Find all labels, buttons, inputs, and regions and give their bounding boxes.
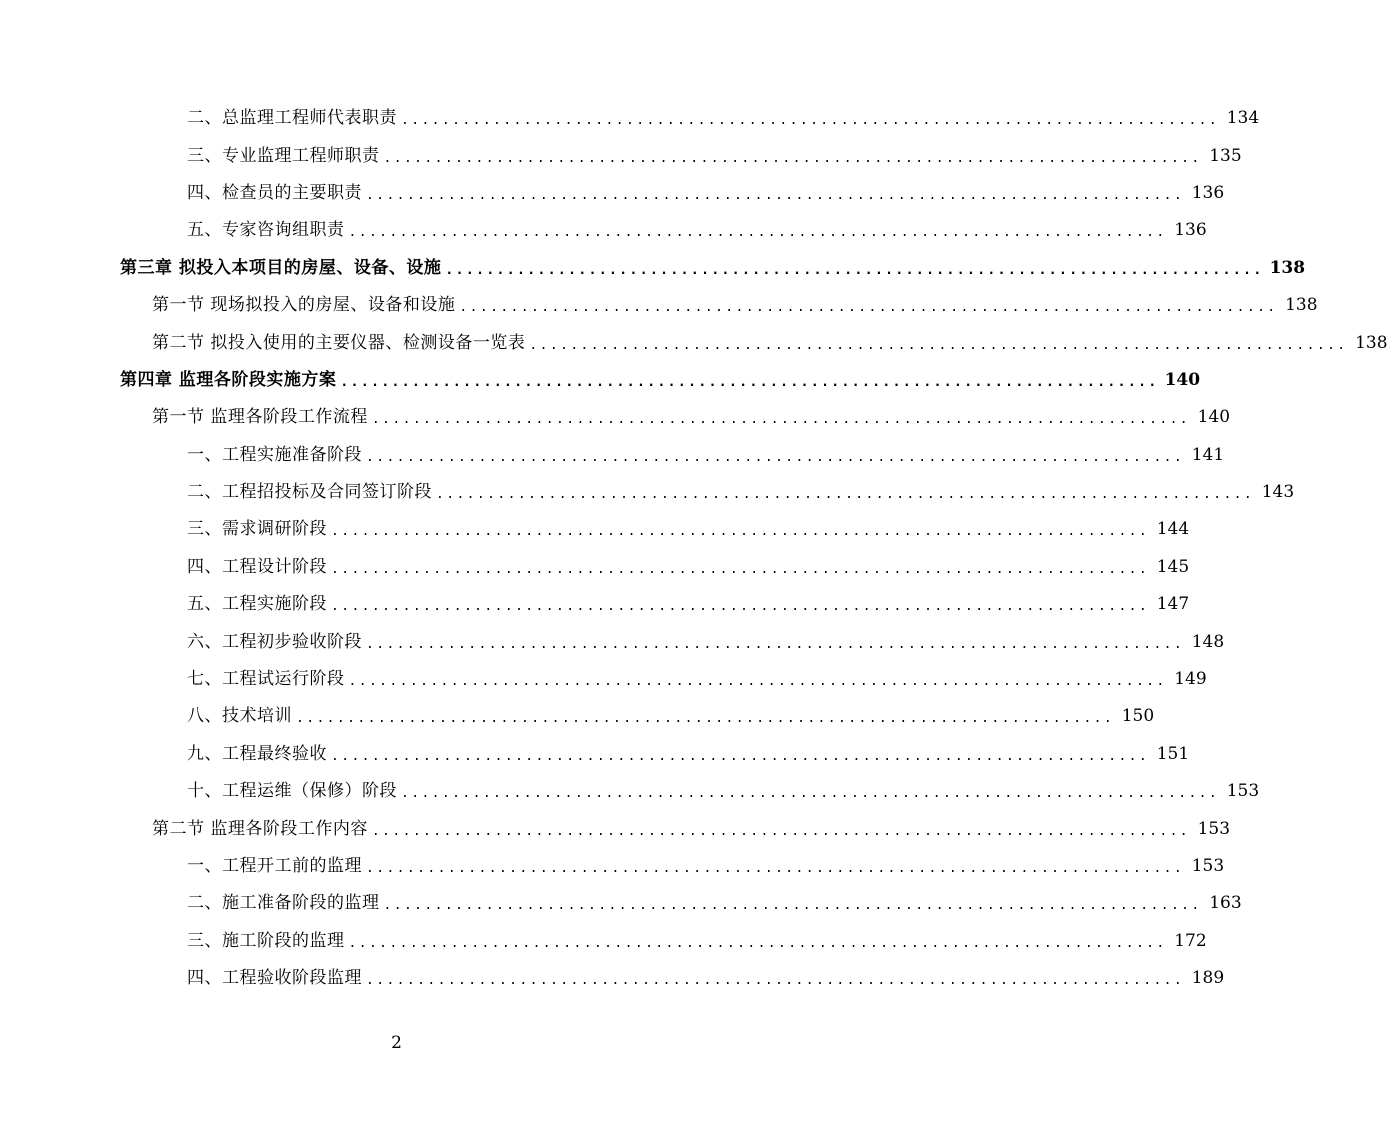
toc-entry-title: 一、工程开工前的监理	[187, 856, 362, 876]
toc-entry-page: 189	[1191, 968, 1225, 989]
toc-entry-title: 第四章 监理各阶段实施方案	[120, 369, 337, 390]
toc-entry-page: 138	[1355, 332, 1388, 353]
dot-leader: ................................................................................	[366, 973, 1185, 989]
toc-entry-page: 144	[1156, 519, 1190, 540]
toc-entry-item[interactable]	[0, 100, 1260, 137]
toc-entry-page: 134	[1226, 108, 1260, 129]
toc-entry-page: 135	[1209, 145, 1242, 166]
toc-entry-title: 十、工程运维（保修）阶段	[187, 781, 397, 802]
toc-entry-section[interactable]	[0, 810, 1231, 847]
toc-entry-item[interactable]	[0, 474, 1295, 511]
toc-entry-page: 151	[1156, 743, 1190, 764]
toc-entry-page: 172	[1174, 930, 1207, 951]
dot-leader: ................................................................................	[331, 748, 1150, 764]
toc-entry-page: 136	[1191, 182, 1225, 203]
toc-entry-chapter[interactable]	[0, 362, 1201, 399]
dot-leader: ................................................................................	[340, 374, 1159, 390]
dot-leader: ................................................................................	[459, 300, 1278, 316]
toc-entry-page: 153	[1191, 856, 1225, 876]
page-number: 2	[391, 1033, 402, 1053]
dot-leader: ................................................................................	[383, 150, 1202, 166]
dot-leader: ................................................................................	[348, 225, 1167, 241]
toc-entry-title: 四、工程设计阶段	[187, 556, 327, 577]
toc-entry-title: 一、工程实施准备阶段	[187, 444, 362, 465]
toc-entry-page: 147	[1156, 594, 1190, 615]
toc-entry-title: 七、工程试运行阶段	[187, 669, 345, 690]
toc-entry-title: 五、专家咨询组职责	[187, 220, 345, 241]
toc-entry-page: 143	[1261, 482, 1295, 503]
dot-leader: ................................................................................	[331, 561, 1150, 577]
toc-entry-item[interactable]	[0, 437, 1225, 474]
toc-entry-page: 141	[1191, 444, 1225, 465]
toc-entry-section[interactable]	[0, 324, 1388, 361]
toc-entry-title: 三、专业监理工程师职责	[187, 145, 380, 166]
toc-entry-title: 第三章 拟投入本项目的房屋、设备、设施	[120, 257, 442, 278]
toc-entry-item[interactable]	[0, 773, 1260, 810]
toc-entry-page: 140	[1197, 407, 1231, 428]
toc-entry-item[interactable]	[0, 698, 1155, 735]
dot-leader: ................................................................................	[366, 187, 1185, 203]
toc-entry-title: 九、工程最终验收	[187, 743, 327, 764]
dot-leader: ................................................................................	[366, 449, 1185, 465]
dot-leader: ................................................................................	[331, 599, 1150, 615]
toc-entry-page: 145	[1156, 556, 1190, 577]
toc-entry-item[interactable]	[0, 137, 1242, 174]
toc-entry-title: 第一节 监理各阶段工作流程	[152, 407, 368, 428]
toc-entry-item[interactable]	[0, 661, 1207, 698]
dot-leader: ................................................................................	[445, 262, 1264, 278]
dot-leader: ................................................................................	[401, 113, 1220, 129]
toc-entry-title: 第二节 监理各阶段工作内容	[152, 818, 368, 839]
dot-leader: ................................................................................	[366, 861, 1185, 876]
toc-entry-section[interactable]	[0, 399, 1231, 436]
toc-entry-title: 二、施工准备阶段的监理	[187, 893, 380, 914]
dot-leader: ................................................................................	[371, 412, 1191, 428]
toc-entry-page: 138	[1269, 257, 1306, 278]
toc-entry-page: 153	[1226, 781, 1260, 802]
toc-entry-title: 六、工程初步验收阶段	[187, 631, 362, 652]
toc-entry-item[interactable]	[0, 511, 1190, 548]
toc-entry-title: 第二节 拟投入使用的主要仪器、检测设备一览表	[152, 332, 526, 353]
toc-entry-page: 136	[1174, 220, 1207, 241]
toc-entry-page: 138	[1285, 295, 1318, 316]
dot-leader: ................................................................................	[371, 823, 1191, 839]
toc-entry-page: 150	[1121, 706, 1155, 727]
toc-entry-page: 140	[1164, 369, 1201, 390]
toc-entry-item[interactable]	[0, 848, 1225, 885]
toc-entry-item[interactable]	[0, 960, 1225, 997]
toc-entry-title: 三、需求调研阶段	[187, 519, 327, 540]
toc-entry-item[interactable]	[0, 623, 1225, 660]
dot-leader: ................................................................................	[529, 337, 1348, 353]
toc-entry-page: 153	[1197, 818, 1231, 839]
toc-entry-item[interactable]	[0, 175, 1225, 212]
toc-entry-title: 四、检查员的主要职责	[187, 182, 362, 203]
toc-entry-title: 四、工程验收阶段监理	[187, 968, 362, 989]
dot-leader: ................................................................................	[366, 636, 1185, 652]
table-of-contents	[0, 100, 1388, 997]
toc-entry-title: 三、施工阶段的监理	[187, 930, 345, 951]
toc-entry-title: 二、工程招投标及合同签订阶段	[187, 482, 432, 503]
toc-entry-section[interactable]	[0, 287, 1318, 324]
toc-entry-item[interactable]	[0, 923, 1207, 960]
toc-entry-item[interactable]	[0, 586, 1190, 623]
toc-entry-page: 163	[1209, 893, 1242, 914]
dot-leader: ................................................................................	[348, 935, 1167, 951]
dot-leader: ................................................................................	[348, 674, 1167, 690]
toc-entry-title: 八、技术培训	[187, 706, 292, 727]
toc-entry-title: 第一节 现场拟投入的房屋、设备和设施	[152, 295, 456, 316]
toc-entry-title: 二、总监理工程师代表职责	[187, 108, 397, 129]
toc-entry-item[interactable]	[0, 736, 1190, 773]
dot-leader: ................................................................................	[436, 487, 1255, 503]
dot-leader: ................................................................................	[331, 524, 1150, 540]
toc-entry-page: 149	[1174, 669, 1207, 690]
toc-entry-item[interactable]	[0, 549, 1190, 586]
toc-entry-item[interactable]	[0, 212, 1207, 249]
dot-leader: ................................................................................	[296, 711, 1115, 727]
toc-entry-chapter[interactable]	[0, 250, 1306, 287]
toc-entry-title: 五、工程实施阶段	[187, 594, 327, 615]
toc-entry-page: 148	[1191, 631, 1225, 652]
dot-leader: ................................................................................	[383, 898, 1202, 914]
dot-leader: ................................................................................	[401, 786, 1220, 802]
toc-entry-item[interactable]	[0, 885, 1242, 922]
